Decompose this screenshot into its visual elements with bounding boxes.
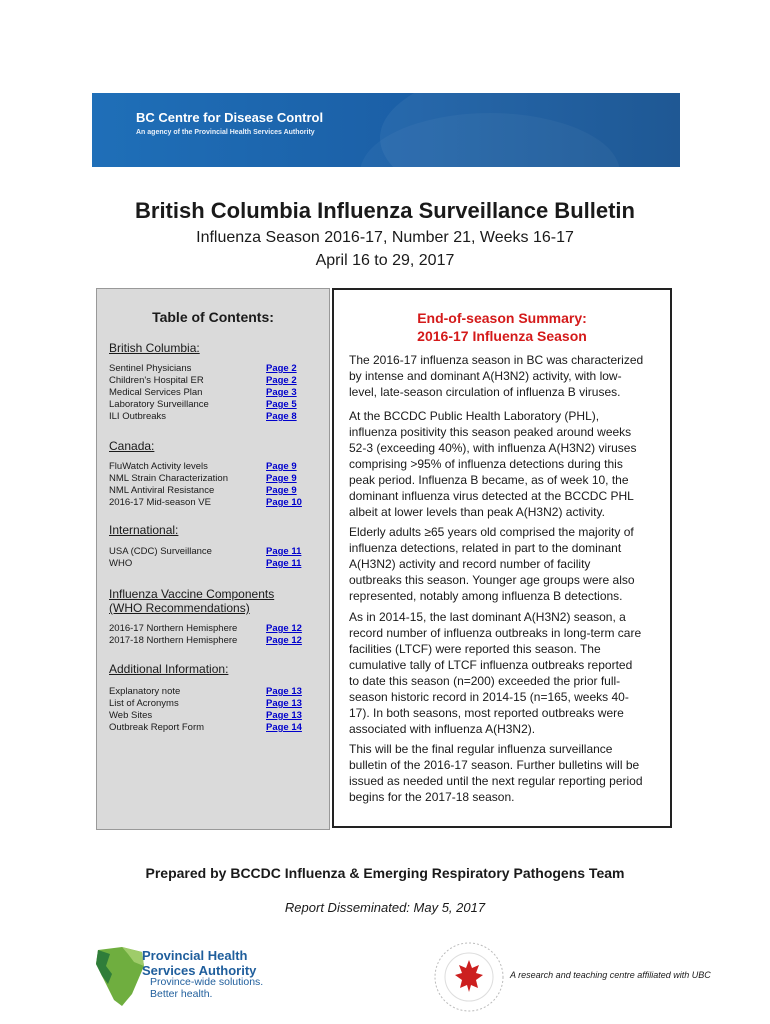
phsa-tagline-line1: Province-wide solutions. <box>150 976 264 988</box>
toc-item-label: USA (CDC) Surveillance <box>109 546 212 557</box>
toc-item-label: 2016-17 Northern Hemisphere <box>109 623 238 634</box>
toc-page-link[interactable]: Page 9 <box>266 473 297 484</box>
prepared-by: Prepared by BCCDC Influenza & Emerging Respiratory Pathogens Team <box>145 865 625 881</box>
phsa-tagline <box>150 976 263 1000</box>
toc-item[interactable] <box>109 375 314 387</box>
summary-line: to date this season (n=200) exceeded the prior full- <box>349 674 621 688</box>
summary-line: by intense and dominant A(H3N2) activity, with low- <box>349 369 622 383</box>
summary-line: associated with influenza A(H3N2). <box>349 722 536 736</box>
toc-page-link[interactable]: Page 2 <box>266 363 297 374</box>
summary-line: peak period. Influenza B became, as of week 10, the <box>349 473 629 487</box>
toc-item-label: ILI Outbreaks <box>109 411 167 422</box>
summary-line: 52-3 (exceeding 40%), with influenza A(H3N2) viruses <box>349 441 637 455</box>
toc-heading-vaccine-sub: (WHO Recommendations) <box>109 601 250 615</box>
summary-line: At the BCCDC Public Health Laboratory (PHL), <box>349 409 600 423</box>
summary-line: issued as needed until the next regular reporting period <box>349 774 643 788</box>
bccdc-banner <box>92 93 680 167</box>
toc-item-label: Children's Hospital ER <box>109 375 204 386</box>
summary-line: Elderly adults ≥65 years old comprised the majority of <box>349 525 634 539</box>
toc-item[interactable] <box>109 461 314 473</box>
toc-heading-bc: British Columbia: <box>109 341 200 355</box>
phsa-name-line1: Provincial Health <box>142 948 248 963</box>
bc-map-icon <box>92 944 148 1010</box>
summary-line: season historic record in 2014-15 (n=165, weeks 40- <box>349 690 629 704</box>
summary-title-line1: End-of-season Summary: <box>417 310 587 326</box>
summary-line: begins for the 2017-18 season. <box>349 790 515 804</box>
toc-page-link[interactable]: Page 14 <box>266 722 302 733</box>
toc-item-label: NML Strain Characterization <box>109 473 228 484</box>
toc-item-label: 2016-17 Mid-season VE <box>109 497 211 508</box>
summary-paragraph-4 <box>349 609 667 737</box>
toc-page-link[interactable]: Page 10 <box>266 497 302 508</box>
toc-page-link[interactable]: Page 3 <box>266 387 297 398</box>
summary-line: record number of influenza outbreaks in long-term care <box>349 626 642 640</box>
summary-line: influenza detections, related in part to the dominant <box>349 541 622 555</box>
toc-page-link[interactable]: Page 9 <box>266 461 297 472</box>
phsa-name-line2: Services Authority <box>142 963 257 978</box>
summary-line: cumulative tally of LTCF influenza outbreaks reported <box>349 658 633 672</box>
toc-item-label: WHO <box>109 558 133 569</box>
toc-item[interactable] <box>109 497 314 509</box>
toc-item[interactable] <box>109 387 314 399</box>
summary-title <box>334 309 670 345</box>
phsa-logo <box>92 944 292 1010</box>
summary-paragraph-5 <box>349 741 667 805</box>
end-of-season-summary <box>332 288 672 828</box>
bulletin-subtitle: Influenza Season 2016-17, Number 21, Weeks 16-17 <box>196 229 574 246</box>
org-name: BC Centre for Disease Control <box>136 110 324 125</box>
toc-page-link[interactable]: Page 2 <box>266 375 297 386</box>
toc-page-link[interactable]: Page 5 <box>266 399 297 410</box>
table-of-contents <box>96 288 330 830</box>
toc-item[interactable] <box>109 485 314 497</box>
summary-paragraph-2 <box>349 408 667 520</box>
toc-item[interactable] <box>109 710 314 722</box>
summary-line: influenza positivity this season peaked around weeks <box>349 425 632 439</box>
toc-heading-additional: Additional Information: <box>109 662 229 676</box>
toc-page-link[interactable]: Page 11 <box>266 558 302 569</box>
summary-line: 17). In both seasons, most reported outbreaks were <box>349 706 624 720</box>
phsa-name <box>142 948 256 978</box>
toc-item-label: 2017-18 Northern Hemisphere <box>109 635 238 646</box>
bulletin-title: British Columbia Influenza Surveillance Bulletin <box>135 198 635 223</box>
toc-item[interactable] <box>109 411 314 423</box>
toc-page-link[interactable]: Page 13 <box>266 686 302 697</box>
toc-page-link[interactable]: Page 8 <box>266 411 297 422</box>
summary-line: outbreaks this season. Younger age groups were also <box>349 573 635 587</box>
toc-page-link[interactable]: Page 9 <box>266 485 297 496</box>
toc-item[interactable] <box>109 698 314 710</box>
toc-item[interactable] <box>109 635 314 647</box>
summary-line: As in 2014-15, the last dominant A(H3N2) season, a <box>349 610 626 624</box>
summary-line: albeit at lower levels than peak A(H3N2) activity. <box>349 505 605 519</box>
summary-line: The 2016-17 influenza season in BC was characterized <box>349 353 644 367</box>
summary-title-line2: 2016-17 Influenza Season <box>417 328 587 344</box>
toc-item-label: FluWatch Activity levels <box>109 461 208 472</box>
toc-item[interactable] <box>109 558 314 570</box>
toc-item[interactable] <box>109 399 314 411</box>
summary-line: A(H3N2) activity and record number of facility <box>349 557 591 571</box>
toc-item[interactable] <box>109 546 314 558</box>
toc-item-label: Medical Services Plan <box>109 387 203 398</box>
summary-line: bulletin of the 2016-17 season. Further bulletins will be <box>349 758 640 772</box>
toc-page-link[interactable]: Page 13 <box>266 710 302 721</box>
toc-item-label: NML Antiviral Resistance <box>109 485 215 496</box>
toc-item[interactable] <box>109 623 314 635</box>
accreditation-seal-icon <box>432 940 506 1014</box>
toc-item-label: Sentinel Physicians <box>109 363 192 374</box>
toc-item-label: List of Acronyms <box>109 698 179 709</box>
toc-item[interactable] <box>109 686 314 698</box>
phsa-tagline-line2: Better health. <box>150 988 213 1000</box>
summary-paragraph-3 <box>349 524 667 604</box>
toc-item-label: Laboratory Surveillance <box>109 399 209 410</box>
summary-line: dominant influenza virus detected at the BCCDC PHL <box>349 489 634 503</box>
disseminated-date: Report Disseminated: May 5, 2017 <box>284 900 486 915</box>
toc-item[interactable] <box>109 722 314 734</box>
toc-page-link[interactable]: Page 12 <box>266 635 302 646</box>
toc-heading-international: International: <box>109 523 179 537</box>
summary-line: comprising >95% of influenza detections during this <box>349 457 623 471</box>
summary-line: This will be the final regular influenza surveillance <box>349 742 613 756</box>
toc-page-link[interactable]: Page 11 <box>266 546 302 557</box>
summary-line: facilities (LTCF) were reported this season. The <box>349 642 601 656</box>
toc-item[interactable] <box>109 473 314 485</box>
toc-title: Table of Contents: <box>152 309 274 325</box>
org-tagline: An agency of the Provincial Health Services Authority <box>136 129 315 136</box>
bulletin-dates: April 16 to 29, 2017 <box>315 252 455 269</box>
toc-page-link[interactable]: Page 12 <box>266 623 302 634</box>
toc-heading-vaccine: Influenza Vaccine Components <box>109 587 275 601</box>
toc-item-label: Outbreak Report Form <box>109 722 205 733</box>
summary-line: level, late-season circulation of influenza B viruses. <box>349 385 621 399</box>
toc-item-label: Web Sites <box>109 710 153 721</box>
toc-item-label: Explanatory note <box>109 686 181 697</box>
toc-heading-canada: Canada: <box>109 439 155 453</box>
summary-paragraph-1 <box>349 352 667 400</box>
summary-line: represented, notably among influenza B detections. <box>349 589 623 603</box>
toc-page-link[interactable]: Page 13 <box>266 698 302 709</box>
toc-item[interactable] <box>109 363 314 375</box>
ubc-affiliation: A research and teaching centre affiliated with UBC <box>510 970 711 980</box>
